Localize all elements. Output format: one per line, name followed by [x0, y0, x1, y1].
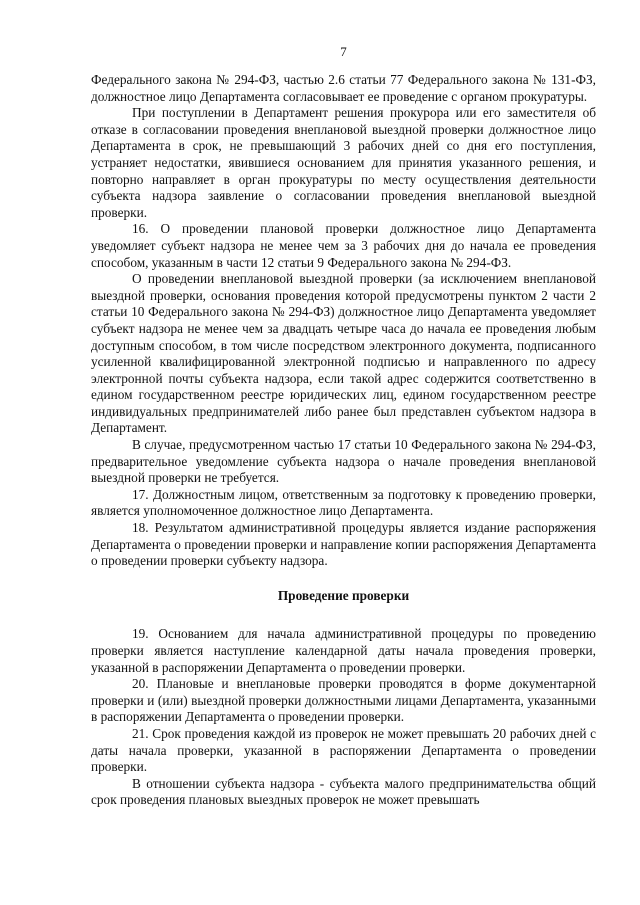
paragraph: 18. Результатом административной процедуры является издание распоряжения Департамента о проведении проверки и направление копии распоряжения Департамента о проведении проверки субъекту надзора. [91, 520, 596, 569]
document-body [91, 72, 596, 809]
section-heading: Проведение проверки [277, 587, 410, 603]
paragraph: При поступлении в Департамент решения прокурора или его заместителя об отказе в согласовании проведения внеплановой выездной проверки должностное лицо Департамента в срок, не превышающий 3 рабочих дней со дня его поступления, устраняет недостатки, явившиеся основанием для принятия указанного решения, и повторно направляет в орган прокуратуры по месту осуществления деятельности субъекта надзора заявление о согласовании проведения внеплановой выездной проверки. [91, 105, 596, 220]
paragraph: В отношении субъекта надзора - субъекта малого предпринимательства общий срок проведения плановых выездных проверок не может превышать [91, 775, 596, 808]
paragraph: 19. Основанием для начала административной процедуры по проведению проверки является наступление календарной даты начала проведения проверки, указанной в распоряжении Департамента о проведении проверки. [91, 626, 596, 675]
page-number: 7 [340, 44, 347, 59]
paragraph: О проведении внеплановой выездной проверки (за исключением внеплановой выездной проверки, основания проведения которой предусмотрены пунктом 2 части 2 статьи 10 Федерального закона № 294-ФЗ) должностное лицо Департамента уведомляет субъект надзора не менее чем за двадцать четыре часа до начала ее проведения любым доступным способом, в том числе посредством электронного документа, подписанного усиленной квалифицированной электронной подписью и направленного по адресу электронной почты субъекта надзора, если такой адрес содержится соответственно в едином государственном реестре юридических лиц, едином государственном реестре индивидуальных предпринимателей либо ранее был представлен субъектом надзора в Департамент. [91, 271, 596, 436]
paragraph: Федерального закона № 294-ФЗ, частью 2.6 статьи 77 Федерального закона № 131-ФЗ, должностное лицо Департамента согласовывает ее проведение с органом прокуратуры. [91, 72, 596, 104]
paragraph: 21. Срок проведения каждой из проверок не может превышать 20 рабочих дней с даты начала проверки, указанной в распоряжении Департамента о проведении проверки. [91, 725, 596, 775]
paragraph: 16. О проведении плановой проверки должностное лицо Департамента уведомляет субъект надзора не менее чем за 3 рабочих дня до начала ее проведения способом, указанным в части 12 статьи 9 Федерального закона № 294-ФЗ. [91, 221, 596, 270]
paragraph: 20. Плановые и внеплановые проверки проводятся в форме документарной проверки и (или) выездной проверки должностными лицами Департамента, указанными в распоряжении Департамента о проведении проверки. [91, 676, 596, 725]
paragraph: 17. Должностным лицом, ответственным за подготовку к проведению проверки, является уполномоченное должностное лицо Департамента. [91, 486, 596, 519]
paragraph: В случае, предусмотренном частью 17 статьи 10 Федерального закона № 294-ФЗ, предварительное уведомление субъекта надзора о начале проведения внеплановой выездной проверки не требуется. [91, 437, 596, 486]
